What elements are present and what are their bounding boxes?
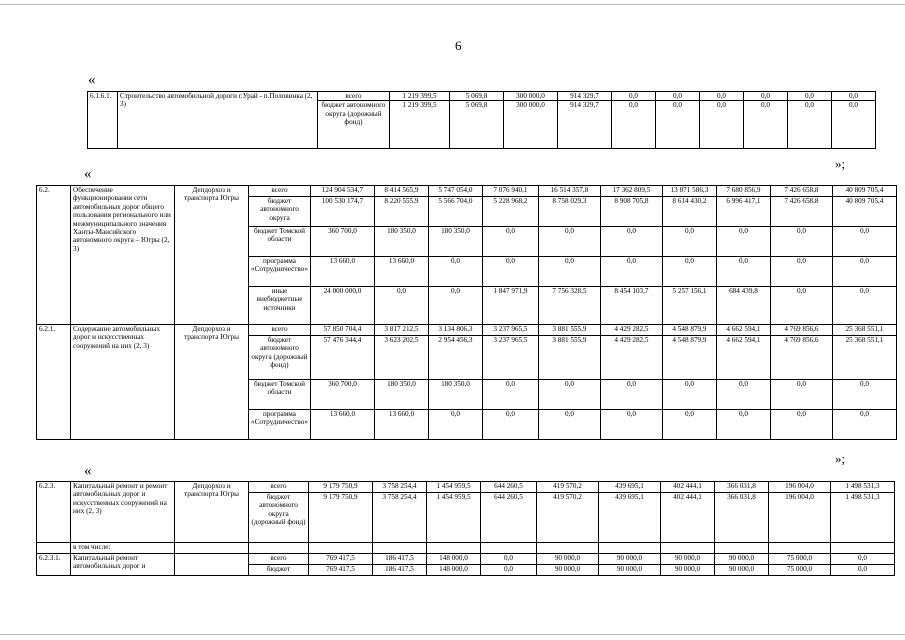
amount-cell: 0,0 [770, 227, 832, 257]
amount-cell: 3 881 555,9 [538, 336, 600, 380]
amount-cell: 3 817 212,5 [374, 325, 428, 336]
amount-cell: 5 069,8 [450, 101, 504, 149]
amount-cell: 439 695,1 [599, 482, 661, 493]
close-mark: »; [835, 156, 846, 171]
amount-cell: 0,0 [716, 227, 770, 257]
amount-cell: 8 220 555,9 [374, 197, 428, 227]
amount-cell: 0,0 [770, 380, 832, 410]
row-code [37, 543, 71, 554]
row-name: Обеспечение функционирования сети автомобильных дорог общего пользования регионального или межмуниципального значения Ханты-Мансийского автономного округа – Югры (2, 3) [71, 186, 175, 325]
amount-cell: 8 614 430,2 [662, 197, 716, 227]
funding-source: бюджет Томской области [249, 227, 311, 257]
amount-cell: 419 570,2 [537, 493, 599, 543]
amount-cell: 9 179 750,9 [309, 482, 373, 493]
amount-cell: 1 454 959,5 [427, 482, 481, 493]
amount-cell: 366 031,8 [715, 493, 769, 543]
amount-cell: 0,0 [600, 410, 662, 440]
budget-table-1 [87, 91, 876, 149]
amount-cell: 0,0 [656, 101, 700, 149]
funding-source: всего [318, 92, 390, 101]
amount-cell: 8 908 705,8 [600, 197, 662, 227]
amount-cell: 75 000,0 [769, 565, 831, 576]
amount-cell: 24 000 000,0 [310, 287, 374, 325]
table-row [37, 482, 895, 493]
amount-cell: 25 368 551,1 [832, 325, 896, 336]
amount-cell: 4 548 879,9 [662, 325, 716, 336]
amount-cell: 769 417,5 [309, 565, 373, 576]
amount-cell: 360 700,0 [310, 227, 374, 257]
amount-cell: 90 000,0 [715, 554, 769, 565]
amount-cell: 0,0 [832, 410, 896, 440]
amount-cell: 1 219 399,5 [390, 101, 450, 149]
amount-cell: 0,0 [744, 101, 788, 149]
amount-cell: 180 350,0 [374, 380, 428, 410]
funding-source: бюджет Томской области [249, 380, 311, 410]
amount-cell: 75 000,0 [769, 554, 831, 565]
row-name: в том числе: [71, 543, 175, 554]
amount-cell: 148 000,0 [427, 554, 481, 565]
amount-cell: 90 000,0 [599, 554, 661, 565]
amount-cell: 0,0 [656, 92, 700, 101]
amount-cell: 0,0 [612, 101, 656, 149]
amount-cell: 0,0 [482, 227, 538, 257]
amount-cell [309, 543, 373, 554]
funding-source: бюджет автономного округа (дорожный фонд) [249, 336, 311, 380]
table-row [37, 554, 895, 565]
amount-cell: 0,0 [831, 554, 895, 565]
amount-cell: 4 662 594,1 [716, 325, 770, 336]
amount-cell: 180 350,0 [374, 227, 428, 257]
amount-cell [537, 543, 599, 554]
amount-cell: 9 179 750,9 [309, 493, 373, 543]
amount-cell: 4 429 282,5 [600, 325, 662, 336]
amount-cell: 57 476 344,4 [310, 336, 374, 380]
amount-cell: 0,0 [700, 101, 744, 149]
amount-cell: 439 695,1 [599, 493, 661, 543]
funding-source: бюджет [249, 565, 309, 576]
amount-cell: 0,0 [832, 92, 876, 101]
amount-cell: 0,0 [716, 410, 770, 440]
row-code: 6.2.3. [37, 482, 71, 543]
amount-cell: 0,0 [374, 287, 428, 325]
amount-cell: 186 417,5 [373, 554, 427, 565]
amount-cell: 7 680 856,9 [716, 186, 770, 197]
table-row [37, 186, 897, 197]
amount-cell: 3 237 965,5 [482, 336, 538, 380]
amount-cell: 0,0 [662, 380, 716, 410]
open-quote: « [84, 463, 92, 479]
amount-cell: 186 417,5 [373, 565, 427, 576]
amount-cell: 0,0 [538, 410, 600, 440]
funding-source: всего [249, 325, 311, 336]
row-code: 6.2.1. [37, 325, 71, 440]
amount-cell: 0,0 [770, 410, 832, 440]
open-quote: « [88, 72, 96, 88]
funding-source: всего [249, 186, 311, 197]
funding-source: бюджет автономного округа (дорожный фонд) [318, 101, 390, 149]
amount-cell: 5 566 704,0 [428, 197, 482, 227]
amount-cell: 3 758 254,4 [373, 493, 427, 543]
amount-cell: 0,0 [482, 257, 538, 287]
amount-cell: 8 414 565,9 [374, 186, 428, 197]
amount-cell: 17 362 809,5 [600, 186, 662, 197]
amount-cell: 0,0 [788, 101, 832, 149]
row-code: 6.1.6.1. [88, 92, 118, 149]
amount-cell: 0,0 [716, 380, 770, 410]
row-executor: Депдорхоз и транспорта Югры [175, 186, 249, 325]
amount-cell: 3 881 555,9 [538, 325, 600, 336]
amount-cell: 1 498 531,3 [831, 493, 895, 543]
amount-cell: 180 350,0 [428, 380, 482, 410]
amount-cell: 3 134 806,3 [428, 325, 482, 336]
amount-cell: 8 758 029,3 [538, 197, 600, 227]
amount-cell: 360 700,0 [310, 380, 374, 410]
close-mark: »; [835, 451, 846, 466]
amount-cell: 1 498 531,3 [831, 482, 895, 493]
amount-cell: 13 660,0 [374, 410, 428, 440]
amount-cell: 0,0 [600, 380, 662, 410]
budget-table-2 [36, 185, 897, 440]
amount-cell: 0,0 [832, 380, 896, 410]
amount-cell: 13 660,0 [310, 410, 374, 440]
amount-cell: 402 444,1 [661, 482, 715, 493]
funding-source: программа «Сотрудничество» [249, 257, 311, 287]
amount-cell: 0,0 [744, 92, 788, 101]
row-code: 6.2.3.1. [37, 554, 71, 576]
amount-cell: 0,0 [538, 380, 600, 410]
amount-cell: 90 000,0 [599, 565, 661, 576]
amount-cell: 644 260,5 [481, 482, 537, 493]
amount-cell: 5 747 054,0 [428, 186, 482, 197]
amount-cell: 148 000,0 [427, 565, 481, 576]
amount-cell: 0,0 [832, 101, 876, 149]
amount-cell: 3 237 965,5 [482, 325, 538, 336]
amount-cell: 40 809 705,4 [832, 197, 896, 227]
amount-cell: 3 758 254,4 [373, 482, 427, 493]
row-name: Капитальный ремонт и ремонт автомобильных дорог и искусственных сооружений на них (2, 3) [71, 482, 175, 543]
amount-cell: 419 570,2 [537, 482, 599, 493]
amount-cell: 124 904 534,7 [310, 186, 374, 197]
amount-cell: 3 623 202,5 [374, 336, 428, 380]
amount-cell: 90 000,0 [715, 565, 769, 576]
amount-cell [373, 543, 427, 554]
amount-cell: 196 004,0 [769, 482, 831, 493]
amount-cell: 2 954 456,3 [428, 336, 482, 380]
row-name: Содержание автомобильных дорог и искусственных сооружений на них (2, 3) [71, 325, 175, 440]
amount-cell: 16 514 357,8 [538, 186, 600, 197]
amount-cell: 4 769 856,6 [770, 325, 832, 336]
amount-cell: 0,0 [831, 565, 895, 576]
amount-cell: 0,0 [600, 227, 662, 257]
amount-cell: 0,0 [428, 410, 482, 440]
funding-source: всего [249, 482, 309, 493]
amount-cell: 4 662 594,1 [716, 336, 770, 380]
row-code: 6.2. [37, 186, 71, 325]
amount-cell: 300 000,0 [504, 101, 558, 149]
amount-cell: 100 530 174,7 [310, 197, 374, 227]
budget-table-3 [36, 481, 895, 576]
amount-cell [831, 543, 895, 554]
amount-cell: 4 769 856,6 [770, 336, 832, 380]
amount-cell: 0,0 [832, 287, 896, 325]
amount-cell: 1 219 399,5 [390, 92, 450, 101]
amount-cell: 0,0 [600, 257, 662, 287]
amount-cell: 0,0 [832, 227, 896, 257]
amount-cell: 0,0 [788, 92, 832, 101]
amount-cell: 914 329,7 [558, 92, 612, 101]
amount-cell: 684 439,8 [716, 287, 770, 325]
amount-cell: 300 000,0 [504, 92, 558, 101]
table-row [88, 92, 876, 101]
funding-source: программа «Сотрудничество» [249, 410, 311, 440]
amount-cell: 0,0 [770, 257, 832, 287]
amount-cell [427, 543, 481, 554]
amount-cell: 6 996 417,1 [716, 197, 770, 227]
funding-source: бюджет автономного округа (дорожный фонд) [249, 493, 309, 543]
row-executor [175, 543, 249, 554]
amount-cell: 0,0 [770, 287, 832, 325]
row-executor [175, 554, 249, 576]
row-name: Строительство автомобильной дороги г.Урай - п.Половинка (2, 3) [118, 92, 318, 149]
amount-cell: 0,0 [482, 380, 538, 410]
open-quote: « [84, 166, 92, 182]
amount-cell: 0,0 [538, 227, 600, 257]
amount-cell: 1 847 971,9 [482, 287, 538, 325]
amount-cell: 1 454 959,5 [427, 493, 481, 543]
amount-cell: 0,0 [832, 257, 896, 287]
row-executor: Депдорхоз и транспорта Югры [175, 482, 249, 543]
amount-cell [661, 543, 715, 554]
amount-cell: 8 454 103,7 [600, 287, 662, 325]
amount-cell: 7 756 328,5 [538, 287, 600, 325]
amount-cell: 90 000,0 [661, 554, 715, 565]
amount-cell [481, 543, 537, 554]
amount-cell: 0,0 [662, 257, 716, 287]
amount-cell: 0,0 [700, 92, 744, 101]
amount-cell: 0,0 [716, 257, 770, 287]
amount-cell: 0,0 [428, 287, 482, 325]
amount-cell [599, 543, 661, 554]
funding-source: бюджет автономного округа [249, 197, 311, 227]
amount-cell: 0,0 [662, 227, 716, 257]
amount-cell: 4 429 282,5 [600, 336, 662, 380]
amount-cell: 402 444,1 [661, 493, 715, 543]
amount-cell: 13 660,0 [310, 257, 374, 287]
amount-cell: 40 809 705,4 [832, 186, 896, 197]
amount-cell: 180 350,0 [428, 227, 482, 257]
table-row [37, 325, 897, 336]
amount-cell: 196 004,0 [769, 493, 831, 543]
funding-source: иные внебюджетные источники [249, 287, 311, 325]
amount-cell: 0,0 [481, 565, 537, 576]
amount-cell: 13 660,0 [374, 257, 428, 287]
amount-cell: 7 076 940,1 [482, 186, 538, 197]
amount-cell: 13 871 586,3 [662, 186, 716, 197]
table-row [37, 543, 895, 554]
amount-cell: 5 069,8 [450, 92, 504, 101]
amount-cell: 4 548 879,9 [662, 336, 716, 380]
funding-source [249, 543, 309, 554]
amount-cell: 5 228 968,2 [482, 197, 538, 227]
page-number: 6 [455, 38, 462, 53]
amount-cell: 0,0 [481, 554, 537, 565]
amount-cell: 366 031,8 [715, 482, 769, 493]
amount-cell: 25 368 551,1 [832, 336, 896, 380]
row-executor: Депдорхоз и транспорта Югры [175, 325, 249, 440]
amount-cell: 7 426 658,8 [770, 186, 832, 197]
amount-cell: 769 417,5 [309, 554, 373, 565]
amount-cell: 90 000,0 [537, 565, 599, 576]
funding-source: всего [249, 554, 309, 565]
amount-cell: 0,0 [612, 92, 656, 101]
amount-cell: 5 257 156,1 [662, 287, 716, 325]
amount-cell: 90 000,0 [661, 565, 715, 576]
amount-cell: 0,0 [428, 257, 482, 287]
amount-cell: 57 850 704,4 [310, 325, 374, 336]
amount-cell: 0,0 [482, 410, 538, 440]
amount-cell: 7 426 658,8 [770, 197, 832, 227]
amount-cell: 90 000,0 [537, 554, 599, 565]
amount-cell: 644 260,5 [481, 493, 537, 543]
amount-cell: 914 329,7 [558, 101, 612, 149]
amount-cell [715, 543, 769, 554]
amount-cell: 0,0 [662, 410, 716, 440]
amount-cell: 0,0 [538, 257, 600, 287]
row-name: Капитальный ремонт автомобильных дорог и [71, 554, 175, 576]
amount-cell [769, 543, 831, 554]
